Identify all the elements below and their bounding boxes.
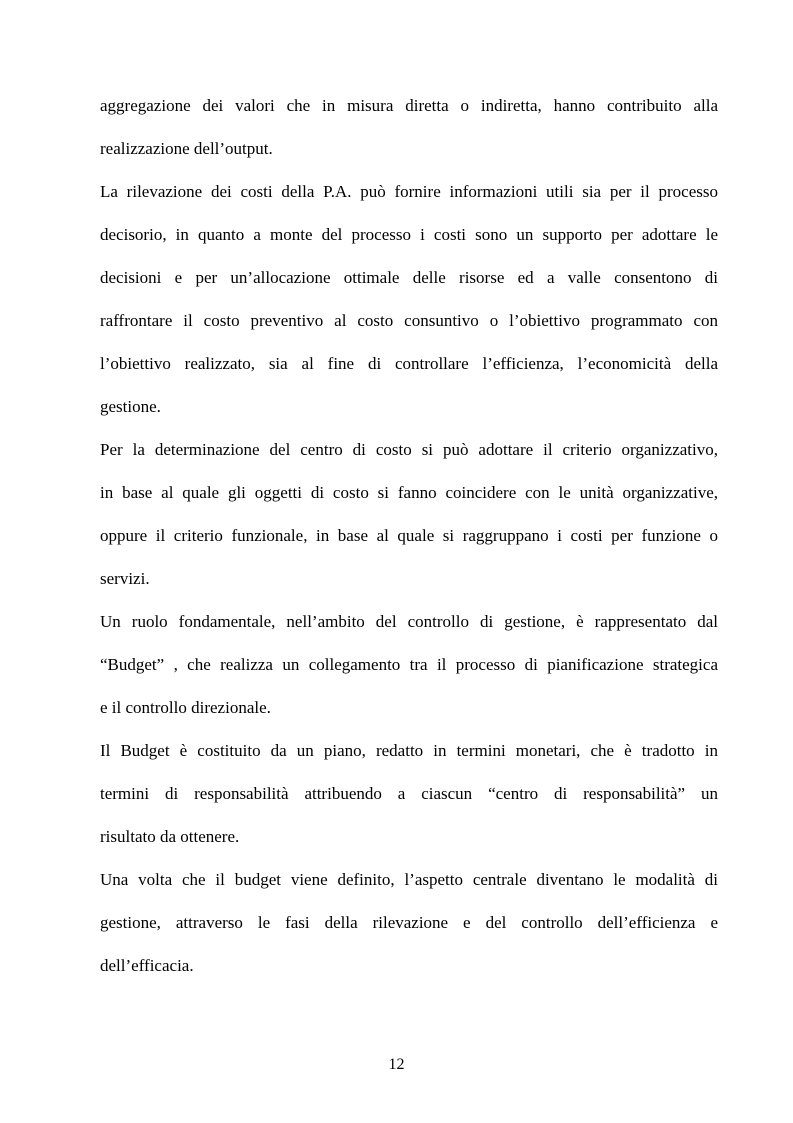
text-line: servizi. — [100, 569, 150, 588]
text-line: decisorio, in quanto a monte del processo i costi sono un supporto per adottare le — [100, 225, 718, 244]
text-line: oppure il criterio funzionale, in base al quale si raggruppano i costi per funzione o — [100, 526, 718, 545]
text-line: aggregazione dei valori che in misura diretta o indiretta, hanno contribuito alla — [100, 96, 718, 115]
text-line: gestione. — [100, 397, 161, 416]
text-line: l’obiettivo realizzato, sia al fine di controllare l’efficienza, l’economicità della — [100, 354, 718, 373]
text-line: Un ruolo fondamentale, nell’ambito del controllo di gestione, è rappresentato dal — [100, 612, 718, 631]
text-line: raffrontare il costo preventivo al costo consuntivo o l’obiettivo programmato con — [100, 311, 718, 330]
text-line: dell’efficacia. — [100, 956, 194, 975]
text-line: realizzazione dell’output. — [100, 139, 273, 158]
text-line: Una volta che il budget viene definito, l’aspetto centrale diventano le modalità di — [100, 870, 718, 889]
text-line: in base al quale gli oggetti di costo si fanno coincidere con le unità organizzative, — [100, 483, 718, 502]
text-line: termini di responsabilità attribuendo a ciascun “centro di responsabilità” un — [100, 784, 718, 803]
text-line: La rilevazione dei costi della P.A. può fornire informazioni utili sia per il processo — [100, 182, 718, 201]
text-line: gestione, attraverso le fasi della rilevazione e del controllo dell’efficienza e — [100, 913, 718, 932]
page-number: 12 — [388, 1056, 405, 1073]
text-line: e il controllo direzionale. — [100, 698, 271, 717]
text-line: risultato da ottenere. — [100, 827, 240, 846]
text-line: Per la determinazione del centro di costo si può adottare il criterio organizzativo, — [100, 440, 718, 459]
text-line: decisioni e per un’allocazione ottimale delle risorse ed a valle consentono di — [100, 268, 718, 287]
text-line: “Budget” , che realizza un collegamento tra il processo di pianificazione strategica — [100, 655, 718, 674]
text-line: Il Budget è costituito da un piano, redatto in termini monetari, che è tradotto in — [100, 741, 718, 760]
